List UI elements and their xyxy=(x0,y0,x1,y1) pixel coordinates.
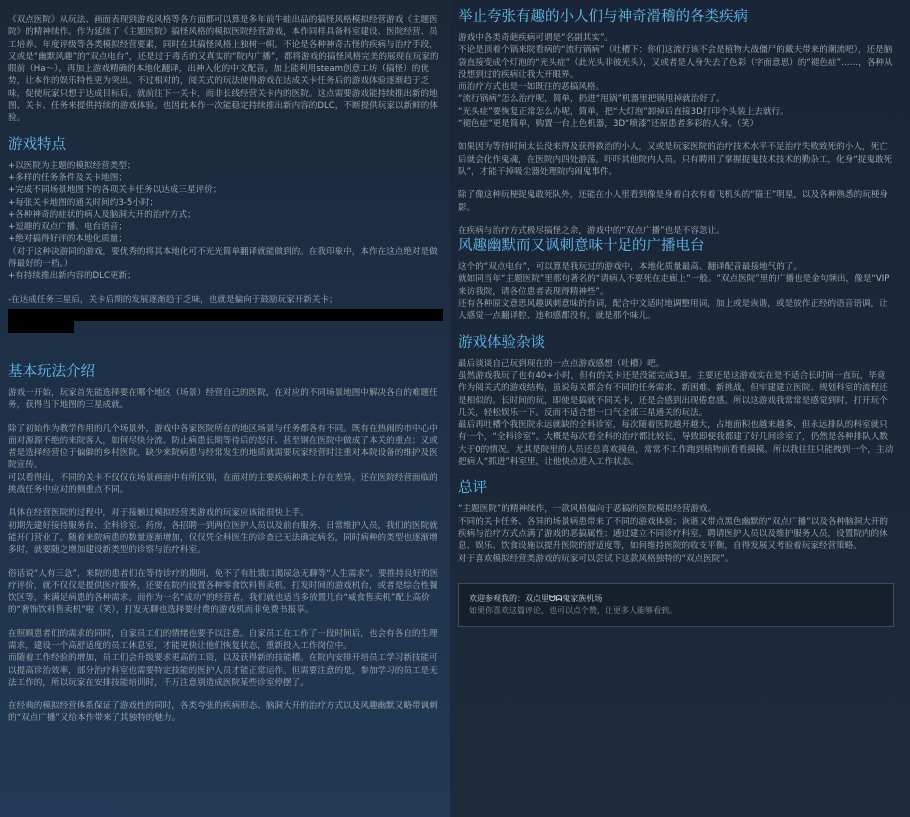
heading-summary: 总评 xyxy=(458,480,487,497)
diseases-paragraph-2: 如果因为等待时间太长没来得及获得救治的小人，又或是玩家医院的治疗技术水平不足治疗失败致死的小人，死亡后就会化作鬼魂，在医院内四处游荡，吓吓其他院内人员。只有聘用了掌握捉鬼技术技术的勤杂工，化身“捉鬼敢死队”，才能干掉吸尘器处理院内闹鬼事件。 xyxy=(458,142,893,177)
heading-features: 游戏特点 xyxy=(8,136,66,153)
heading-basic-gameplay: 基本玩法介绍 xyxy=(8,363,95,380)
intro-paragraph: 《双点医院》从玩法、画面表现到游戏风格等各方面都可以算是多年前牛蛙出品的搞怪风格模拟经营游戏《主题医院》的精神续作。作为延续了《主题医院》搞怪风格的模拟医院经营游戏，本作同样具备科室建设、医院经营、员工培养、年度评级等各类模拟经营要素，同时在其搞怪风格上独树一帜。不论是各种神奇古怪的疾病与治疗手段，又或是“幽默风趣”的“双点电台”，还是过于毒舌的又真实的“院内广播”，都将游戏的搞怪风格完美的展现在玩家的眼前（Ha～）。再加上游戏精确的本地化翻译，出神入化的中文配音，加上能利用steam创意工坊（搞怪）的优势，让本作的娱乐特性更为突出。不过相对的，阅关式的玩法使得游戏在达成关卡任务后的游戏体验逐渐趋于乏味，促使玩家只想于达成目标后，就前往下一关卡，而非长线经营关卡内的医院。这点需要游戏能持续推出新的地图、关卡、任务来提供持续的游戏体验。也因此本作一次能稳定持续推出新内容的DLC，不断提供玩家以新鲜的体验。 xyxy=(8,15,439,124)
review-left-column xyxy=(0,0,450,817)
heading-diseases: 举止夸张有趣的小人们与神奇滑稽的各类疾病 xyxy=(458,9,748,25)
summary-paragraph: “主题医院”的精神续作，一款风格偏向于恶搞的医院模拟经营游戏。 不同的关卡任务、各异的场景病患带来了不同的游戏体验；诙谐又带点黑色幽默的“双点广播”以及各种脑洞大开的疾病与治疗方式点满了游戏的恶搞属性；通过建立不同诊疗科室，聘请医护人员以及维护服务人员，设置院内的休息、娱乐、饮食设施以提升医院的舒适度等，如何维持医院的收支平衡，自得发展又考验着玩家经营策略。 对于喜欢模拟经营类游戏的玩家可以尝试下这款风格独特的“双点医院”。 xyxy=(458,504,889,564)
basic-paragraph-4: 俗话说“人有三急”，来院的患者们在等待诊疗的期间，免不了有肚饿口渴尿急无聊等“人生需求”。要推持良好的医疗评价，就不仅仅是提供医疗服务，还要在院内设置各种零食饮料售卖机、打发时间的游戏机台，或者是综合性餐饮区等，来满足病患的各种需求。而作为一名“成功”的经营者，我们就也适当多放置几台“威食售卖机”配上高价的“奢饰饮料售卖机”啦（笑），打发无聊也选择要付费的游戏机而非免费书报享。 xyxy=(8,568,439,616)
invitation-group-name[interactable]: 鬼家族机场 xyxy=(562,593,603,603)
invitation-note xyxy=(458,583,894,627)
diseases-paragraph-1: 游戏中各类奇葩疾病可谓是“名副其实”。 不论是顶着个锅来院看病的“流行锅病”（吐槽下：你们这流行该不会是植物大战僵尸的戴夫带来的潮流吧），还是脑袋直接变成个灯泡的“光头症”（此光头非彼光头），又或者是人身失去了色彩（字面意思）的“褪色症”……，各种从没想到过的疾病让我大开眼界。 而治疗方式也是一如既往的恶搞风格。 “流行锅病”怎么治疗呢，简单，扔进“甩锅”机器里把锅甩掉就治好了。 “光头症”要恢复正常怎么办呢，简单，把“大灯泡”卸掉后直接3D打印个头装上去就行。 “褪色症”更是简单，购置一台上色机器，3D“喷漆”还原患者多彩的人身。（笑） xyxy=(458,33,893,130)
radio-paragraph: 这个的“双点电台”，可以算是我玩过的游戏中，本地化质量最高、翻译配音最接地气的了。 就如同当年“主题医院”里那句著名的“请病人不要死在走廊上”一般。“双点医院”里的广播也是金句频出，像是“VIP来访我院，请各位患者表现得精神些”。 还有各种原文意思风趣讽刺意味的台词，配合中文适时地调整用词，加上或是诙谐，或是放作正经的语音语调，让人感觉一点翻译腔、违和感都没有，就是那个味儿。 xyxy=(458,262,890,322)
invitation-line-1 xyxy=(469,593,883,605)
basic-paragraph-1: 游戏一开始，玩家首先能选择要在哪个地区（场景）经营自己的医院，在对应的不同场景地图中解决各自的难题任务，获得当下地图的三星成就。 xyxy=(8,387,438,411)
invitation-line-2: 如果你喜欢这篇评论，也可以点个赞，让更多人能够看到。 xyxy=(469,605,677,615)
basic-paragraph-2: 除了初始作为教学作用的几个场景外，游戏中各家医院所在的地区场景与任务都各有不同。既有在热闹的市中心中面对源源不绝的来院客人，如何尽快分流、防止病患长期等待后的怒汗、甚至钢在医院中做成了本关的重点；又或者是选择经营位于偏僻的乡村医院，缺少来院病患与经常发生的地质就需要玩家经营时注重对本院设备的维护及医院宣传。 可以看得出，不同的关卡不仅仅在场景画面中有所区别，在面对的主要疾病种类上存在差异，还在医院经营面临的挑战任务中应对的侧重点不同。 xyxy=(8,423,438,496)
group-logo-icon: ᗢᗣ xyxy=(549,593,563,603)
redacted-block xyxy=(8,309,443,321)
features-minus: -在达成任务三星后，关卡后期的发展逐渐趋于乏味，也就是偏向于鼓励玩家开新关卡； xyxy=(8,294,338,305)
heading-radio: 风趣幽默而又讽刺意味十足的广播电台 xyxy=(458,238,705,255)
misc-paragraph: 最后谈谈自己玩到现在的一点点游戏感想（吐槽）吧。 虽然游戏我玩了也有40+小时，但有的关卡还是没能完成3星。主要还是这游戏实在是不适合长时间一直玩，毕竟作为阅关式的游戏结构，虽说每关都会有不同的任务需求、新困难、新挑战，但牢建建立医院、规划科室的流程还是相似的。长时间的玩，即使是搞就不同关卡，还是会感到出现倦怠感。所以这游戏我常常是感觉到时，打开玩个几关，轻松娱乐一下。反而不适合想一口气全部三星通关的玩法。 最后再吐槽个我医院永远就缺的全科诊室，每次随着医院越开越大，占地面积也越来越多，但永远排队的科室就只有一个，“全科诊室”。大概是每次看全科的治疗都比较长，导致即便我都建了好几间诊室了，仍然是各种排队人数大于0的情况。尤其是院里的人员还总喜欢摸鱼，常常不工作跑到植物前看看摸摸。所以我往往只能拽到一个，主动把病人“抓进”科室里，让他快点进入工作状态。 xyxy=(458,358,894,468)
diseases-paragraph-3: 除了像这种玩梗捉鬼敢死队外，还能在小人里看到像是身着白衣有着飞机头的“猫王”明星，以及各种熟悉的玩梗身影。 xyxy=(458,190,889,213)
basic-paragraph-3: 具体在经营医院的过程中，对于接触过模拟经营类游戏的玩家应该能很快上手。 初期先建好接待服务台、全科诊室、药房，各招聘一到两位医护人员以及前台服务、日常维护人员，我们的医院就能开门营业了。随着来院病患的数量逐渐增加，仅仅凭全科医生的诊查已无法确定病名，同时病种的类型也逐渐增多时，就要随之增加建设新类型的诊察与治疗科室。 xyxy=(8,508,438,556)
review-right-column xyxy=(450,0,910,817)
invitation-text: 欢迎参观我的：双点里 xyxy=(469,593,549,603)
diseases-paragraph-4: 在疾病与治疗方式极尽搞怪之余，游戏中的“双点广播”也是不容忽让。 xyxy=(458,225,725,236)
redacted-block xyxy=(8,321,74,333)
heading-misc: 游戏体验杂谈 xyxy=(458,334,545,351)
features-list: +以医院为主题的模拟经营类型； +多样的任务条件及关卡地图； +完成不同场景地图下的各项关卡任务以达成三星评价； +每张关卡地图的通关时间约3-5小时； +各种神奇的症状的病人及脑洞大开的治疗方式； +逗趣的双点广播、电台语音； +绝对搞得好评的本地化质量； （对于这种决游同的游戏，要优秀的将其本地化可不光光简单翻译就能做到的。在我印象中，本作在这点绝对是做得最好的一档。） +有持续推出新内容的DLC更新； xyxy=(8,160,438,282)
basic-paragraph-6: 在经典的模拟经营体系保证了游戏性的同时，各类夸张的疾病形态、脑洞大开的治疗方式以及风趣幽默又略带讽刺的“双点广播”又给本作带来了其独特的魅力。 xyxy=(8,701,438,724)
basic-paragraph-5: 在照顾患者们的需求的同时，自家员工们的情绪也要予以注意。自家员工在工作了一段时间后，也会有各自的生理需求，建设一个高舒适度的员工休息室，才能更快让他们恢复状态，重新投入工作岗位中。 而随着工作经验的增加，员工们会升级要求更高的工资，以及获得新的技能槽。在院内安排开培员工学习新技能可以提高诊治效率，部分治疗科室也需要特定技能的医护人员才能正常运作。但需要注意的是，参加学习的员工是无法工作的，所以玩家在安排技能培训时，千万注意别造成医院某些诊室停摆了。 xyxy=(8,628,438,688)
